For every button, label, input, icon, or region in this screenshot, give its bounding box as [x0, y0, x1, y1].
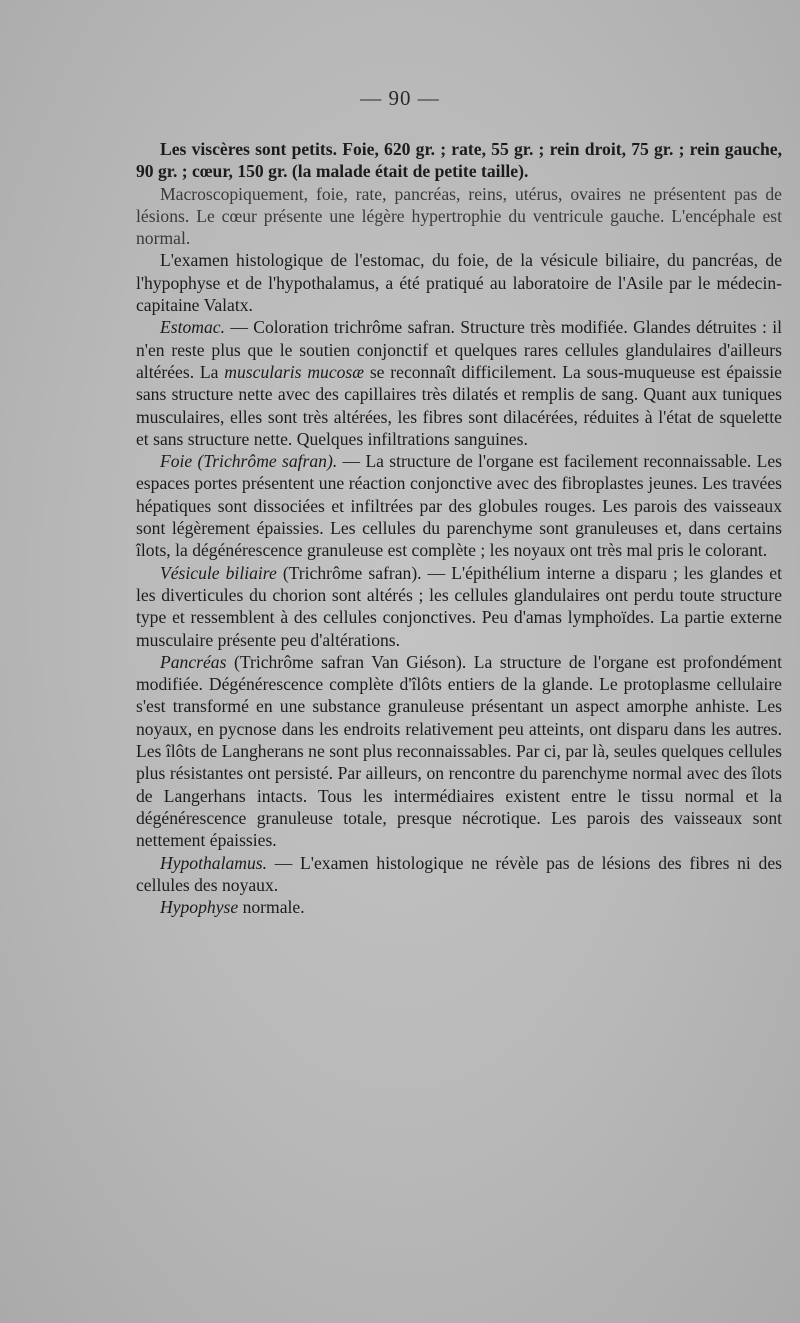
- section-lead-foie: Foie (Trichrôme safran).: [160, 451, 338, 472]
- paragraph-text: (Trichrôme safran Van Giéson). La structure de l'organe est profondément modifiée. Dégénérescence complète d'îlôts entiers de la glande. Le protoplasme cellulaire s'est transformé en une substance granuleuse présentant un aspect amorphe anhiste. Les noyaux, en pycnose dans les endroits relativement peu atteints, ont disparu dans les autres. Les îlôts de Langherans ne sont plus reconnaissables. Par ci, par là, seules quelques cellules plus résistantes ont persisté. Par ailleurs, on rencontre du parenchyme normal avec des îlots de Langerhans intacts. Tous les intermédiaires existent entre le tissu normal et la dégénérescence granuleuse totale, presque nécrotique. Les parois des vaisseaux sont nettement épaissies.: [136, 651, 782, 851]
- paragraph-text: Macroscopiquement, foie, rate, pancréas, reins, utérus, ovaires ne présentent pas de lésions. Le cœur présente une légère hypertrophie du ventricule gauche. L'encéphale est normal.: [136, 183, 782, 249]
- paragraph-text: — Coloration trichrôme safran. Structure très modifiée. Glandes détruites : il n'en reste plus que le soutien conjonctif et quelques rares cellules glandulaires d'ailleurs altérées. La: [136, 317, 782, 382]
- paragraph-estomac: [136, 316, 782, 450]
- paragraph-hypophyse: [136, 896, 782, 918]
- paragraph-macroscopic: [136, 183, 782, 250]
- paragraph-text: — L'examen histologique ne révèle pas de lésions des fibres ni des cellules des noyaux.: [136, 852, 782, 895]
- paragraph-text: L'examen histologique de l'estomac, du foie, de la vésicule biliaire, du pancréas, de l'hypophyse et de l'hypothalamus, a été pratiqué au laboratoire de l'Asile par le médecin-capitaine Valatx.: [136, 250, 782, 316]
- paragraph-pancreas: [136, 651, 782, 852]
- section-lead-hypothalamus: Hypothalamus.: [160, 852, 268, 873]
- paragraph-text-continued: se reconnaît difficilement. La sous-muqueuse est épaissie sans structure nette avec des capillaires très dilatés et remplis de sang. Quant aux tuniques musculaires, elles sont très altérées, les fibres sont dilacérées, réduites à l'état de squelette et sans structure nette. Quelques infiltrations sanguines.: [136, 361, 782, 449]
- paragraph-histology-intro: [136, 249, 782, 316]
- italic-term-muscularis: muscularis mucosæ: [224, 361, 365, 382]
- paragraph-foie: [136, 450, 782, 561]
- paragraph-text: normale.: [238, 897, 305, 918]
- section-lead-estomac: Estomac.: [160, 317, 225, 338]
- paragraph-hypothalamus: [136, 852, 782, 897]
- paragraph-text: Les viscères sont petits. Foie, 620 gr. ; rate, 55 gr. ; rein droit, 75 gr. ; rein gauche, 90 gr. ; cœur, 150 gr. (la malade était de petite taille).: [136, 139, 782, 182]
- paragraph-text: — La structure de l'organe est facilement reconnaissable. Les espaces portes présentent une réaction conjonctive avec des fibroplastes jeunes. Les travées hépatiques sont dissociées et infiltrées par des globules rouges. Les parois des vaisseaux sont légèrement épaissies. Les cellules du parenchyme sont granuleuses et, dans certains îlots, la dégénérescence granuleuse est complète ; les noyaux ont très mal pris le colorant.: [136, 451, 782, 561]
- page-number: — 90 —: [360, 86, 440, 110]
- section-lead-hypophyse: Hypophyse: [160, 897, 239, 918]
- paragraph-text: (Trichrôme safran). — L'épithélium interne a disparu ; les glandes et les diverticules du chorion sont altérés ; les cellules glandulaires ont perdu toute structure type et ressemblent à des cellules conjonctives. Peu d'amas lymphoïdes. La partie externe musculaire présente peu d'altérations.: [136, 562, 782, 650]
- body-text: [136, 138, 782, 918]
- section-lead-vesicule: Vésicule biliaire: [160, 562, 277, 583]
- section-lead-pancreas: Pancréas: [160, 651, 227, 672]
- paragraph-viscera-weights: [136, 138, 782, 183]
- paragraph-vesicule-biliaire: [136, 562, 782, 651]
